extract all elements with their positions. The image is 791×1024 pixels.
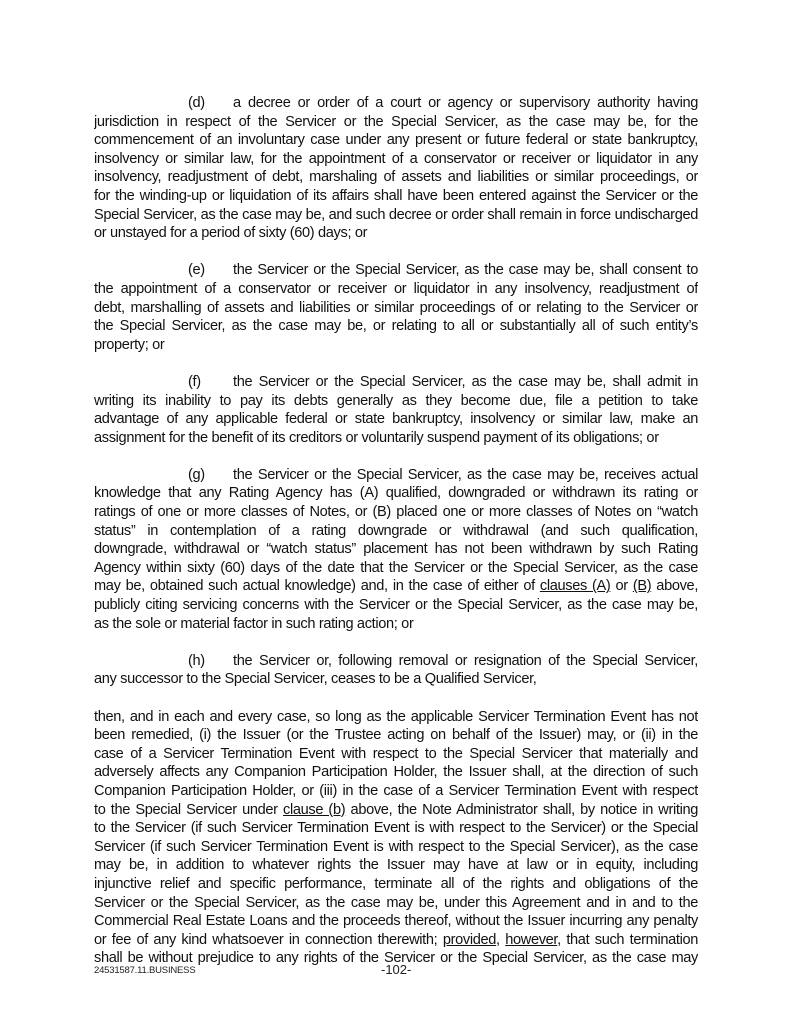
text-line: shall be without prejudice to any rights of the Servicer or the Special Servicer, as the case may — [94, 950, 698, 967]
text-line: ratings of one or more classes of Notes, or (B) placed one or more classes of Notes on “watch — [94, 504, 698, 521]
document-id: 24531587.11.BUSINESS — [94, 965, 196, 976]
underlined-reference: however — [505, 931, 558, 948]
text-line: knowledge that any Rating Agency has (A) qualified, downgraded or withdrawn its rating or — [94, 485, 698, 502]
text-line: the appointment of a conservator or receiver or liquidator in any insolvency, readjustment of — [94, 280, 698, 297]
text-line: then, and in each and every case, so long as the applicable Servicer Termination Event has not — [94, 708, 698, 725]
text-line: Companion Participation Holder, or (iii) in the case of a Servicer Termination Event with respect — [94, 782, 698, 799]
text-line: (e) the Servicer or the Special Servicer, as the case may be, shall consent to — [188, 262, 698, 279]
clause-label: (h) — [188, 652, 205, 669]
text-line: the Special Servicer, as the case may be, or relating to all or substantially all of such entity’s — [94, 318, 698, 335]
underlined-reference: clauses (A) — [539, 578, 611, 595]
text-line: to the Servicer (if such Servicer Termination Event is with respect to the Servicer) or the Special — [94, 820, 698, 837]
closing-paragraph — [94, 708, 698, 968]
text-line: writing its inability to pay its debts generally as they become due, file a petition to take — [94, 392, 698, 409]
clause-label: (f) — [188, 373, 201, 390]
text-line: to the Special Servicer under clause (b) above, the Note Administrator shall, by notice in writing — [94, 801, 698, 818]
text-line: debt, marshalling of assets and liabilities or similar proceedings of or relating to the Servicer or — [94, 299, 698, 316]
text-line: adversely affects any Companion Participation Holder, the Issuer shall, at the direction of such — [94, 764, 698, 781]
underlined-reference: (B) — [632, 578, 652, 595]
text-line: been remedied, (i) the Issuer (or the Trustee acting on behalf of the Issuer) may, or (ii) in the — [94, 727, 698, 744]
text-line: (h) the Servicer or, following removal or resignation of the Special Servicer, — [188, 652, 698, 669]
clause-paragraph — [94, 652, 698, 689]
clause-paragraph — [94, 94, 698, 243]
text-line: for the winding-up or liquidation of its affairs shall have been entered against the Servicer or the — [94, 187, 698, 204]
text-line: commencement of an involuntary case under any present or future federal or state bankruptcy, — [94, 132, 698, 149]
text-line: assignment for the benefit of its creditors or voluntarily suspend payment of its obligations; or — [94, 429, 659, 446]
document-body — [94, 94, 698, 987]
text-line: Agency within sixty (60) days of the date that the Servicer or the Special Servicer, as the case — [94, 559, 698, 576]
text-line: insolvency, readjustment of debt, marshaling of assets and liabilities or similar proceedings, or — [94, 169, 698, 186]
text-line: (f) the Servicer or the Special Servicer, as the case may be, shall admit in — [188, 373, 698, 390]
text-line: may be, obtained such actual knowledge) and, in the case of either of clauses (A) or (B) above, — [94, 578, 698, 595]
text-line: publicly citing servicing concerns with the Servicer or the Special Servicer, as the case may be, — [94, 597, 698, 614]
text-line: Servicer (if such Servicer Termination Event is with respect to the Special Servicer), as the case — [94, 838, 698, 855]
text-line: or unstayed for a period of sixty (60) days; or — [94, 225, 368, 242]
text-line: Servicer or the Special Servicer, as the case may be, under this Agreement and in and to the — [94, 894, 698, 911]
clause-paragraph — [94, 373, 698, 447]
text-line: jurisdiction in respect of the Servicer or the Special Servicer, as the case may be, for the — [94, 113, 698, 130]
page-number: -102- — [381, 962, 412, 977]
clause-label: (d) — [188, 95, 205, 111]
text-line: injunctive relief and specific performance, terminate all of the rights and obligations of the — [94, 875, 698, 892]
text-line: (d) a decree or order of a court or agency or supervisory authority having — [188, 95, 698, 111]
clause-label: (g) — [188, 466, 205, 483]
clause-paragraph — [94, 261, 698, 354]
text-line: downgrade, withdrawal or “watch status” placement has not been withdrawn by such Rating — [94, 541, 698, 558]
clause-label: (e) — [188, 262, 205, 279]
text-line: (g) the Servicer or the Special Servicer, as the case may be, receives actual — [188, 466, 698, 483]
text-line: advantage of any applicable federal or state bankruptcy, insolvency or similar law, make an — [94, 411, 698, 428]
text-line: any successor to the Special Servicer, ceases to be a Qualified Servicer, — [94, 671, 537, 688]
underlined-reference: clause (b) — [283, 801, 346, 818]
text-line: as the sole or material factor in such rating action; or — [94, 615, 414, 632]
text-line: case of a Servicer Termination Event with respect to the Special Servicer that materially and — [94, 745, 698, 762]
text-line: Commercial Real Estate Loans and the proceeds thereof, without the Issuer incurring any penalty — [94, 913, 698, 930]
text-line: insolvency or similar law, for the appointment of a conservator or receiver or liquidator in any — [94, 150, 698, 167]
underlined-reference: provided — [442, 931, 497, 948]
text-line: status” in contemplation of a rating downgrade or withdrawal (and such qualification, — [94, 522, 698, 539]
text-line: may be, in addition to whatever rights the Issuer may have at law or in equity, including — [94, 857, 698, 874]
clause-paragraph — [94, 466, 698, 633]
text-line: Special Servicer, as the case may be, and such decree or order shall remain in force undischarged — [94, 206, 698, 223]
text-line: property; or — [94, 336, 165, 353]
text-line: or fee of any kind whatsoever in connection therewith; provided, however, that such termination — [94, 931, 698, 948]
